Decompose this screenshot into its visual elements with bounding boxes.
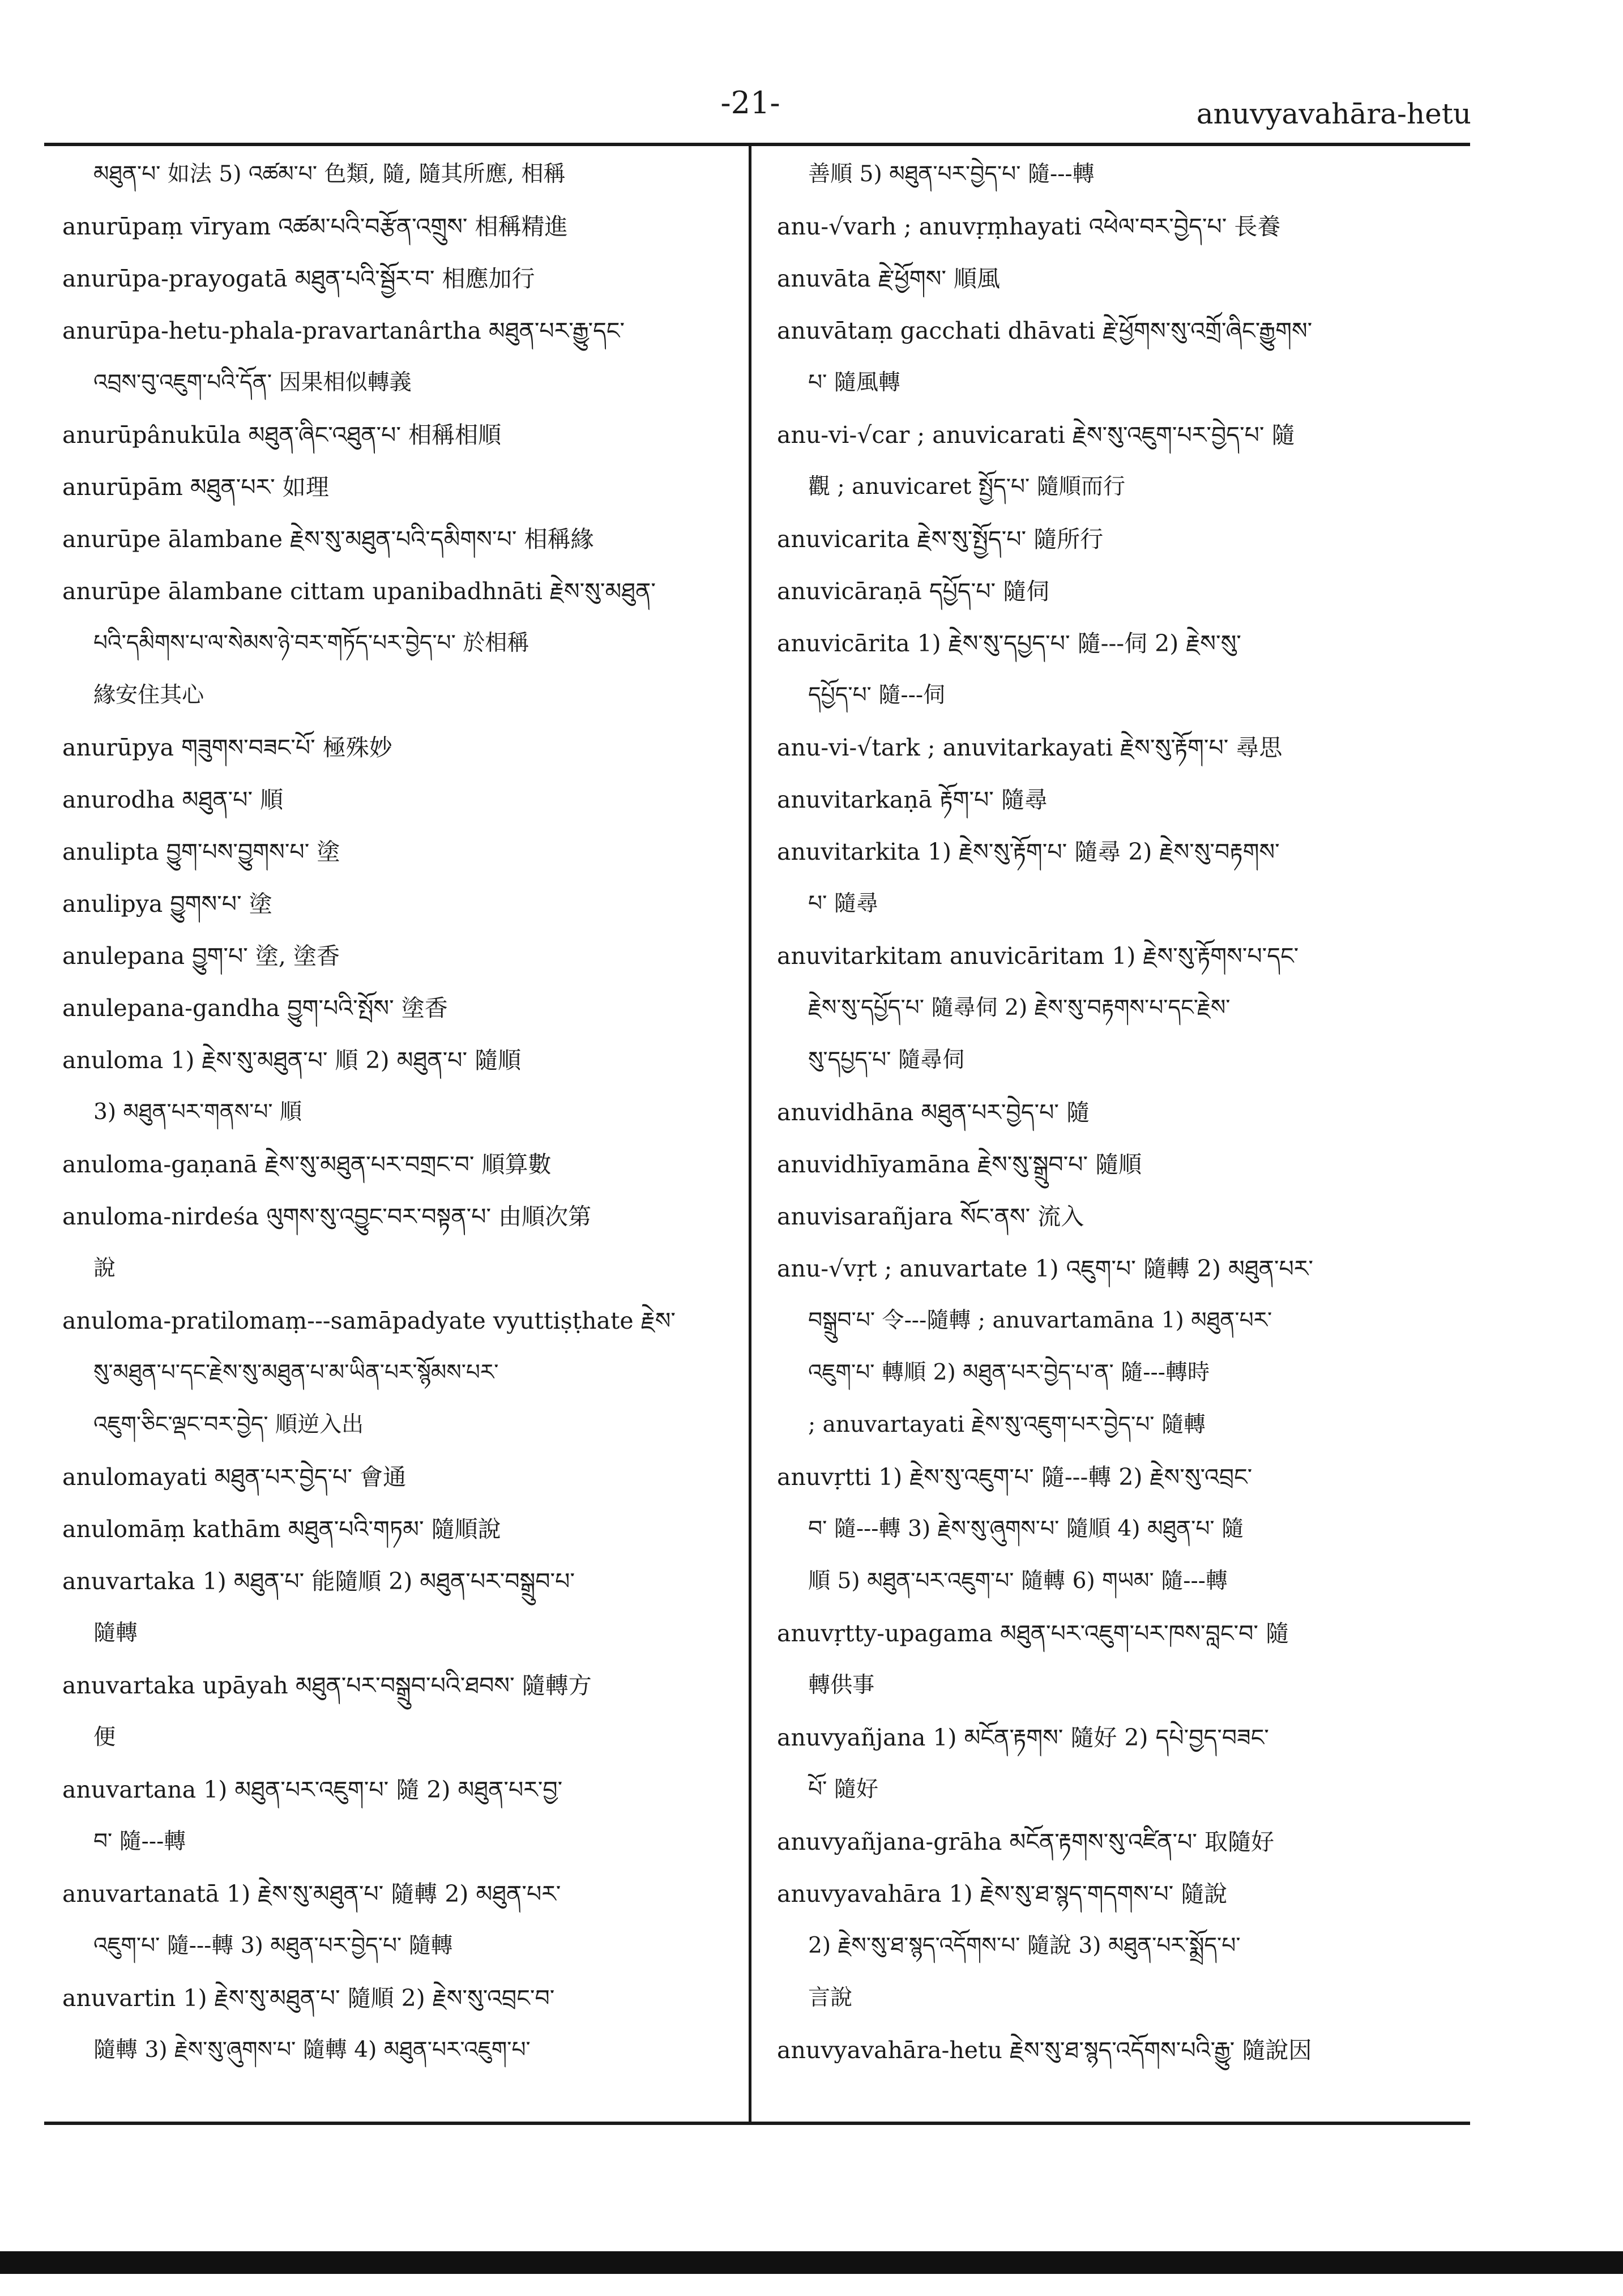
dictionary-entry-line: anuvitarkita 1) རྗེས་སུ་རྟོག་པ་ 隨尋 2) རྗེས་སུ་བརྟགས་: [777, 838, 1280, 865]
entry-continuation-line: འབྲས་བུ་འཇུག་པའི་དོན་ 因果相似轉義: [93, 370, 412, 395]
dictionary-entry-line: anurodha མཐུན་པ་ 順: [62, 786, 284, 813]
entry-continuation-line: 便: [93, 1725, 116, 1750]
entry-continuation-line: པ་ 隨尋: [808, 891, 878, 916]
entry-continuation-line: 3) མཐུན་པར་གནས་པ་ 順: [93, 1099, 302, 1125]
entry-continuation-line: 善順 5) མཐུན་པར་བྱེད་པ་ 隨---轉: [808, 161, 1095, 187]
dictionary-entry-line: anuvyavahāra-hetu རྗེས་སུ་ཐ་སྙད་འདོགས་པའི་རྒྱུ་ 隨說因: [777, 2037, 1312, 2064]
entry-continuation-line: 隨轉: [93, 1620, 138, 1646]
entry-continuation-line: བསྒྲུབ་པ་ 令---隨轉 ; anuvartamāna 1) མཐུན་པར་: [808, 1308, 1272, 1333]
dictionary-entry-line: anuloma-pratilomaṃ---samāpadyate vyuttiṣṭhate རྗེས་: [62, 1307, 676, 1334]
entry-continuation-line: 說: [93, 1256, 116, 1281]
dictionary-entry-line: anu-√vṛt ; anuvartate 1) འཇུག་པ་ 隨轉 2) མཐུན་པར་: [777, 1255, 1313, 1282]
left-column: [62, 148, 719, 2076]
entry-continuation-line: མཐུན་པ་ 如法 5) འཚམ་པ་ 色類, 隨, 隨其所應, 相稱: [93, 161, 566, 187]
dictionary-entry-line: anuvartaka 1) མཐུན་པ་ 能隨順 2) མཐུན་པར་བསྒྲུབ་པ་: [62, 1568, 575, 1595]
entry-continuation-line: 順 5) མཐུན་པར་འཇུག་པ་ 隨轉 6) གཡམ་ 隨---轉: [808, 1568, 1228, 1594]
dictionary-entry-line: anuvartaka upāyah མཐུན་པར་བསྒྲུབ་པའི་ཐབས་ 隨轉方: [62, 1672, 592, 1699]
entry-continuation-line: 2) རྗེས་སུ་ཐ་སྙད་འདོགས་པ་ 隨說 3) མཐུན་པར་སྨྲོད་པ་: [808, 1933, 1241, 1958]
dictionary-entry-line: anu-vi-√tark ; anuvitarkayati རྗེས་སུ་རྟོག་པ་ 尋思: [777, 734, 1283, 761]
dictionary-entry-line: anu-vi-√car ; anuvicarati རྗེས་སུ་འཇུག་པར་བྱེད་པ་ 隨: [777, 421, 1295, 449]
dictionary-entry-line: anurūpe ālambane རྗེས་སུ་མཐུན་པའི་དམིགས་པ་ 相稱緣: [62, 526, 594, 553]
entry-continuation-line: དཔྱོད་པ་ 隨---伺: [808, 682, 946, 708]
dictionary-entry-line: anurūpânukūla མཐུན་ཞིང་འཐུན་པ་ 相稱相順: [62, 421, 502, 449]
dictionary-entry-line: anuvartana 1) མཐུན་པར་འཇུག་པ་ 隨 2) མཐུན་པར་བྱ་: [62, 1776, 563, 1803]
dictionary-entry-line: anulipta བྱུག་པས་བྱུགས་པ་ 塗: [62, 838, 340, 865]
entry-continuation-line: པ་ 隨風轉: [808, 370, 901, 395]
dictionary-entry-line: anulomayati མཐུན་པར་བྱེད་པ་ 會通: [62, 1463, 407, 1491]
dictionary-entry-line: anuvṛtty-upagama མཐུན་པར་འཇུག་པར་ཁས་བླང་བ་ 隨: [777, 1620, 1289, 1647]
entry-continuation-line: 觀 ; anuvicaret སྤྱོད་པ་ 隨順而行: [808, 474, 1126, 500]
entry-continuation-line: རྗེས་སུ་དཔྱོད་པ་ 隨尋伺 2) རྗེས་སུ་བརྟགས་པ་དང་རྗེས་: [808, 995, 1231, 1021]
dictionary-entry-line: anuvitarkaṇā རྟོག་པ་ 隨尋: [777, 786, 1048, 813]
dictionary-entry-line: anuvāta རྗེ་ཕྱོགས་ 順風: [777, 265, 1000, 292]
dictionary-entry-line: anuvicāraṇā དཔྱོད་པ་ 隨伺: [777, 578, 1050, 605]
entry-continuation-line: སུ་དཔྱད་པ་ 隨尋伺: [808, 1047, 965, 1073]
entry-continuation-line: 隨轉 3) རྗེས་སུ་ཞུགས་པ་ 隨轉 4) མཐུན་པར་འཇུག་པ་: [93, 2037, 531, 2063]
top-rule: [44, 143, 1470, 146]
entry-continuation-line: 緣安住其心: [93, 682, 204, 708]
dictionary-entry-line: anuloma-gaṇanā རྗེས་སུ་མཐུན་པར་བགྲང་བ་ 順算數: [62, 1151, 552, 1178]
entry-continuation-line: པའི་དམིགས་པ་ལ་སེམས་ཉེ་བར་གཏོད་པར་བྱེད་པ་ 於相稱: [93, 630, 529, 656]
dictionary-entry-line: anuvicarita རྗེས་སུ་སྤྱོད་པ་ 隨所行: [777, 526, 1104, 553]
dictionary-entry-line: anuvitarkitam anuvicāritam 1) རྗེས་སུ་རྟོགས་པ་དང་: [777, 942, 1299, 970]
running-head: anuvyavahāra-hetu: [1196, 97, 1471, 130]
dictionary-entry-line: anurūpaṃ vīryam འཚམ་པའི་བརྩོན་འགྲུས་ 相稱精進: [62, 213, 568, 240]
dictionary-entry-line: anuvātaṃ gacchati dhāvati རྗེ་ཕྱོགས་སུ་འགྲོ་ཞིང་རྒྱུགས་: [777, 317, 1313, 344]
dictionary-entry-line: anuvicārita 1) རྗེས་སུ་དཔྱད་པ་ 隨---伺 2) རྗེས་སུ་: [777, 630, 1241, 657]
entry-continuation-line: ; anuvartayati རྗེས་སུ་འཇུག་པར་བྱེད་པ་ 隨轉: [808, 1412, 1206, 1437]
dictionary-entry-line: anu-√varh ; anuvṛṃhayati འཕེལ་བར་བྱེད་པ་ 長養: [777, 213, 1281, 240]
dictionary-entry-line: anuvyañjana 1) མངོན་རྟགས་ 隨好 2) དཔེ་བྱད་བཟང་: [777, 1724, 1269, 1751]
dictionary-entry-line: anulepana-gandha བྱུག་པའི་སྤོས་ 塗香: [62, 995, 448, 1022]
entry-continuation-line: བ་ 隨---轉 3) རྗེས་སུ་ཞུགས་པ་ 隨順 4) མཐུན་པ་ 隨: [808, 1516, 1244, 1542]
dictionary-entry-line: anuvartin 1) རྗེས་སུ་མཐུན་པ་ 隨順 2) རྗེས་སུ་འབྲང་བ་: [62, 1985, 555, 2012]
dictionary-entry-line: anurūpa-hetu-phala-pravartanârtha མཐུན་པར་རྒྱུ་དང་: [62, 317, 625, 344]
dictionary-entry-line: anurūpām མཐུན་པར་ 如理: [62, 473, 329, 501]
dictionary-entry-line: anulipya བྱུགས་པ་ 塗: [62, 890, 272, 917]
dictionary-entry-line: anuvisarañjara སོང་ནས་ 流入: [777, 1203, 1084, 1230]
dictionary-entry-line: anuvidhāna མཐུན་པར་བྱེད་པ་ 隨: [777, 1099, 1090, 1126]
dictionary-entry-line: anurūpya གཟུགས་བཟང་པོ་ 極殊妙: [62, 734, 392, 761]
page-number: -21-: [720, 85, 780, 121]
dictionary-entry-line: anulepana བྱུག་པ་ 塗, 塗香: [62, 942, 340, 970]
entry-continuation-line: པོ་ 隨好: [808, 1777, 878, 1802]
entry-continuation-line: འཇུག་པ་ 隨---轉 3) མཐུན་པར་བྱེད་པ་ 隨轉: [93, 1933, 453, 1958]
entry-continuation-line: བ་ 隨---轉: [93, 1829, 186, 1854]
dictionary-entry-line: anuvidhīyamāna རྗེས་སུ་སྒྲུབ་པ་ 隨順: [777, 1151, 1142, 1178]
dictionary-entry-line: anurūpe ālambane cittam upanibadhnāti རྗེས་སུ་མཐུན་: [62, 578, 656, 605]
entry-continuation-line: འཇུག་ཅིང་ལྡང་བར་བྱེད་ 順逆入出: [93, 1412, 364, 1437]
entry-continuation-line: སུ་མཐུན་པ་དང་རྗེས་སུ་མཐུན་པ་མ་ཡིན་པར་སྙོམས་པར་: [93, 1360, 499, 1385]
dictionary-entry-line: anulomāṃ kathām མཐུན་པའི་གཏམ་ 隨順說: [62, 1516, 501, 1543]
bottom-rule: [44, 2122, 1470, 2125]
dictionary-entry-line: anuloma 1) རྗེས་སུ་མཐུན་པ་ 順 2) མཐུན་པ་ 隨順: [62, 1047, 522, 1074]
entry-continuation-line: འཇུག་པ་ 轉順 2) མཐུན་པར་བྱེད་པ་ན་ 隨---轉時: [808, 1360, 1210, 1385]
dictionary-entry-line: anuvartanatā 1) རྗེས་སུ་མཐུན་པ་ 隨轉 2) མཐུན་པར་: [62, 1880, 561, 1907]
scan-edge-band: [0, 2251, 1623, 2274]
entry-continuation-line: 言說: [808, 1985, 853, 2011]
dictionary-entry-line: anuvyañjana-grāha མངོན་རྟགས་སུ་འཛིན་པ་ 取隨好: [777, 1828, 1275, 1855]
dictionary-entry-line: anuvṛtti 1) རྗེས་སུ་འཇུག་པ་ 隨---轉 2) རྗེས་སུ་འབྲང་: [777, 1463, 1253, 1491]
dictionary-entry-line: anuloma-nirdeśa ལུགས་སུ་འབྱུང་བར་བསྟན་པ་ 由順次第: [62, 1203, 592, 1230]
column-divider: [749, 143, 751, 2125]
dictionary-entry-line: anurūpa-prayogatā མཐུན་པའི་སྦྱོར་བ་ 相應加行: [62, 265, 535, 292]
right-column: [777, 148, 1457, 2076]
dictionary-entry-line: anuvyavahāra 1) རྗེས་སུ་ཐ་སྙད་གདགས་པ་ 隨說: [777, 1880, 1228, 1907]
entry-continuation-line: 轉供事: [808, 1672, 875, 1698]
